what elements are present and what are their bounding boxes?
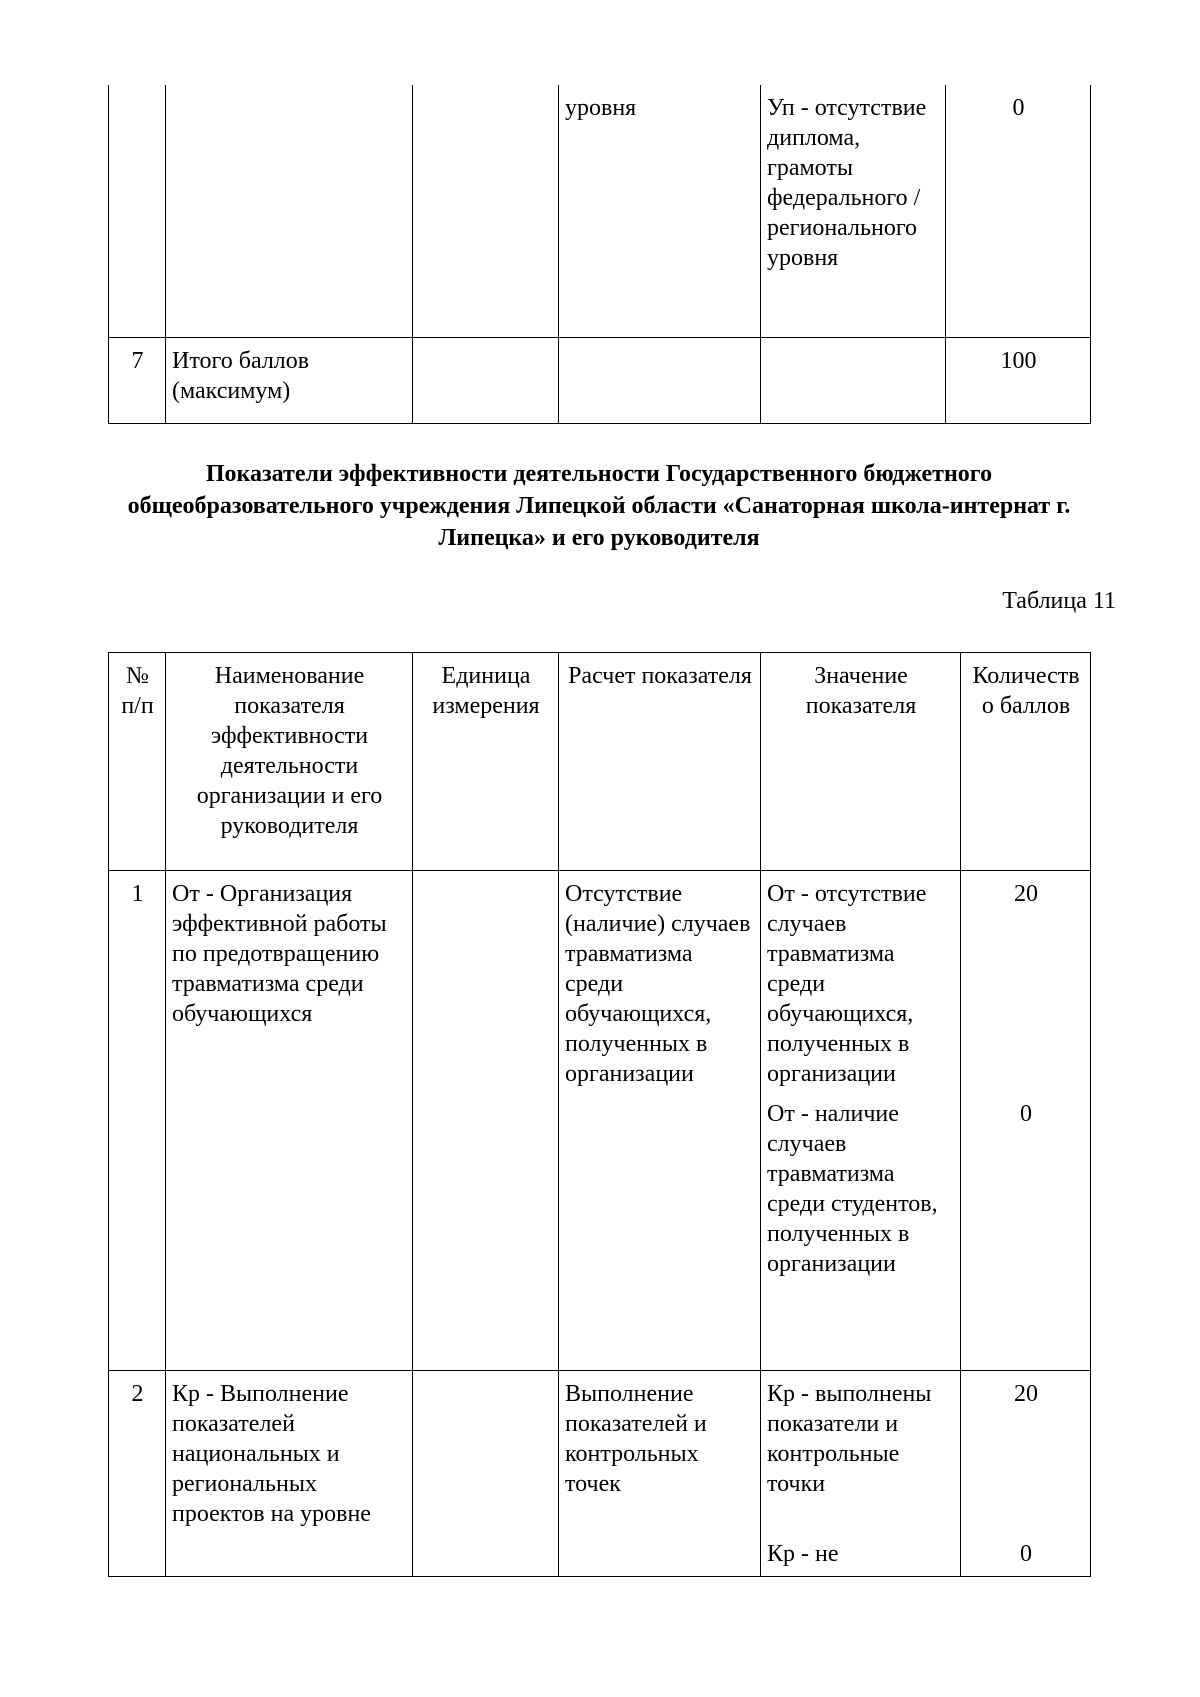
- value-cell: [761, 1371, 961, 1577]
- calc-cell: Выполнение показателей и контрольных точек: [559, 1371, 761, 1577]
- table-11: [108, 652, 1091, 1577]
- points-value: 100: [1000, 347, 1037, 374]
- value-cell: [761, 85, 946, 337]
- section-title: Показатели эффективности деятельности Государственного бюджетного общеобразовательного учреждения Липецкой области «Санаторная школа-интернат г. Липецка» и его руководителя: [127, 461, 1071, 551]
- indicator-name: Кр - Выполнение показателей национальных и региональных проектов на уровне: [166, 1371, 413, 1577]
- points-value: 0: [1020, 1541, 1032, 1567]
- header-calc: Расчет показателя: [559, 653, 761, 871]
- points-cell: [946, 85, 1091, 337]
- header-name: Наименование показателя эффективности деятельности организации и его руководителя: [166, 653, 413, 871]
- value-cell: [761, 337, 946, 423]
- table-label: Таблица 11: [1002, 588, 1116, 614]
- points-value: 0: [1012, 95, 1025, 121]
- row-number: 7: [109, 337, 166, 423]
- value-option: От - отсутствие случаев травматизма среди обучающихся, полученных в организации: [767, 881, 927, 1087]
- calc-cell: [559, 337, 761, 423]
- table-header-row: [109, 653, 1091, 871]
- value-option: От - наличие случаев травматизма среди студентов, полученных в организации: [767, 1101, 938, 1277]
- table-row: [109, 85, 1091, 337]
- points-cell: [961, 871, 1091, 1371]
- unit-cell: [413, 1371, 559, 1577]
- indicator-name: [166, 85, 413, 337]
- unit-cell: [413, 85, 559, 337]
- indicator-name: Итого баллов (максимум): [166, 337, 413, 423]
- row-number: 2: [109, 1371, 166, 1577]
- value-option: Уп - отсутствие диплома, грамоты федерального /регионального уровня: [767, 95, 927, 271]
- unit-cell: [413, 337, 559, 423]
- header-num: № п/п: [109, 653, 166, 871]
- points-value: 20: [1014, 881, 1038, 907]
- calc-cell: уровня: [559, 85, 761, 337]
- row-number: [109, 85, 166, 337]
- indicator-name: От - Организация эффективной работы по предотвращению травматизма среди обучающихся: [166, 871, 413, 1371]
- points-value: 20: [1014, 1381, 1038, 1407]
- value-option: Кр - выполнены показатели и контрольные точки: [767, 1381, 932, 1497]
- points-cell: [961, 1371, 1091, 1577]
- table-row: [109, 337, 1091, 423]
- table-row: [109, 871, 1091, 1371]
- header-value: Значение показателя: [761, 653, 961, 871]
- header-unit: Единица измерения: [413, 653, 559, 871]
- previous-table-fragment: [108, 85, 1091, 424]
- points-cell: [946, 337, 1091, 423]
- header-points: Количество баллов: [961, 653, 1091, 871]
- table-row: [109, 1371, 1091, 1577]
- calc-cell: Отсутствие (наличие) случаев травматизма среди обучающихся, полученных в организации: [559, 871, 761, 1371]
- value-option: Кр - не: [767, 1541, 839, 1567]
- value-cell: [761, 871, 961, 1371]
- row-number: 1: [109, 871, 166, 1371]
- points-value: 0: [1020, 1101, 1032, 1127]
- unit-cell: [413, 871, 559, 1371]
